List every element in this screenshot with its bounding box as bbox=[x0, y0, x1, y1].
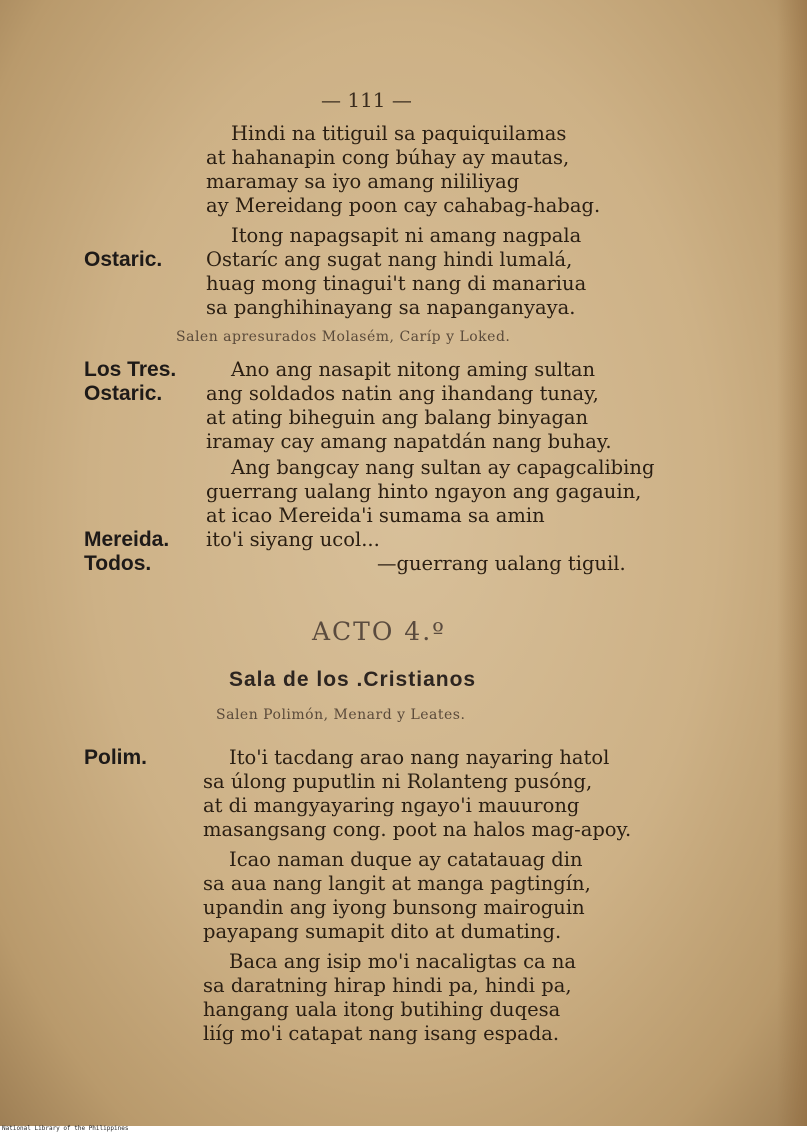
footer-credit-bar bbox=[0, 1126, 807, 1133]
verse-line: Baca ang isip mo'i nacaligtas ca na bbox=[229, 950, 577, 973]
speaker-los-tres: Los Tres. bbox=[84, 358, 177, 381]
footer-credit: National Library of the Philippines bbox=[2, 1125, 129, 1132]
page-number: — 111 — bbox=[321, 88, 412, 112]
verse-line: sa panghihinayang sa napanganyaya. bbox=[206, 296, 576, 319]
stage-direction: Salen Polimón, Menard y Leates. bbox=[216, 707, 466, 723]
speaker-mereida: Mereida. bbox=[84, 528, 170, 551]
stage-direction: Salen apresurados Molasém, Caríp y Loked. bbox=[176, 329, 511, 345]
verse-line: upandin ang iyong bunsong mairoguin bbox=[203, 896, 585, 919]
verse-line: at hahanapin cong búhay ay mautas, bbox=[206, 146, 570, 169]
verse-line: masangsang cong. poot na halos mag-apoy. bbox=[203, 818, 632, 841]
verse-line: payapang sumapit dito at dumating. bbox=[203, 920, 562, 943]
verse-line: Ito'i tacdang arao nang nayaring hatol bbox=[229, 746, 610, 769]
verse-line: at di mangyayaring ngayo'i mauurong bbox=[203, 794, 580, 817]
verse-line: at icao Mereida'i sumama sa amin bbox=[206, 504, 545, 527]
verse-line: Icao naman duque ay catatauag din bbox=[229, 848, 583, 871]
verse-line: at ating biheguin ang balang binyagan bbox=[206, 406, 589, 429]
verse-line: huag mong tinagui't nang di manariua bbox=[206, 272, 587, 295]
scene-title: Sala de los .Cristianos bbox=[229, 668, 477, 691]
verse-line: ang soldados natin ang ihandang tunay, bbox=[206, 382, 599, 405]
verse-line: sa úlong puputlin ni Rolanteng pusóng, bbox=[203, 770, 593, 793]
speaker-polimon: Polim. bbox=[84, 746, 148, 769]
act-title: ACTO 4.º bbox=[312, 617, 446, 646]
verse-line: Ang bangcay nang sultan ay capagcalibing bbox=[231, 456, 655, 479]
verse-line: sa daratning hirap hindi pa, hindi pa, bbox=[203, 974, 572, 997]
speaker-ostaric: Ostaric. bbox=[84, 248, 163, 271]
verse-line: sa aua nang langit at manga pagtingín, bbox=[203, 872, 591, 895]
verse-line: ay Mereidang poon cay cahabag-habag. bbox=[206, 194, 601, 217]
verse-line: guerrang ualang hinto ngayon ang gagauin, bbox=[206, 480, 642, 503]
verse-line: hangang uala itong butihing duqesa bbox=[203, 998, 561, 1021]
verse-line: Hindi na titiguil sa paquiquilamas bbox=[231, 122, 567, 145]
verse-line: iramay cay amang napatdán nang buhay. bbox=[206, 430, 612, 453]
verse-line: liíg mo'i catapat nang isang espada. bbox=[203, 1022, 560, 1045]
speaker-ostaric: Ostaric. bbox=[84, 382, 163, 405]
verse-line: Ano ang nasapit nitong aming sultan bbox=[231, 358, 596, 381]
speaker-todos: Todos. bbox=[84, 552, 152, 575]
verse-line: ito'i siyang ucol... bbox=[206, 528, 380, 551]
verse-line: —guerrang ualang tiguil. bbox=[377, 552, 626, 575]
verse-line: Itong napagsapit ni amang nagpala bbox=[231, 224, 582, 247]
verse-line: maramay sa iyo amang nililiyag bbox=[206, 170, 520, 193]
verse-line: Ostaríc ang sugat nang hindi lumalá, bbox=[206, 248, 573, 271]
